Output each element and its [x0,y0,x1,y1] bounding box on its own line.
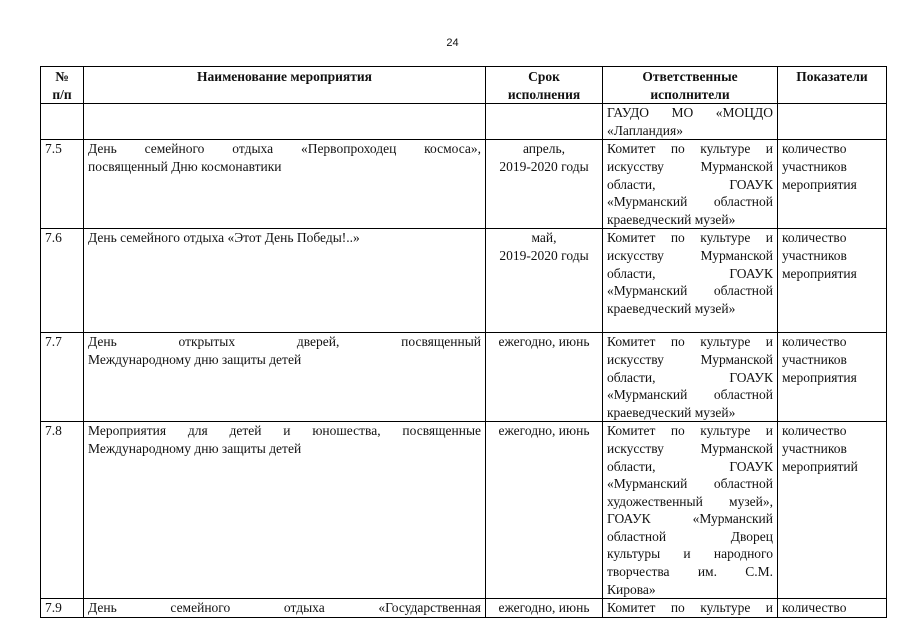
row-period [486,104,603,140]
header-num: № п/п [41,67,84,104]
row-name: День семейного отдыха «Государственная [84,599,486,618]
row-indicators: количество [778,599,887,618]
table-row [41,422,887,599]
row-period: ежегодно, июнь [486,422,603,599]
row-name: День открытых дверей, посвященный Международному дню защиты детей [84,333,486,422]
row-responsible: Комитет по культуре и искусству Мурманской области, ГОАУК «Мурманский областной краеведческий музей» [603,229,778,333]
row-responsible: Комитет по культуре и [603,599,778,618]
row-responsible: Комитет по культуре и искусству Мурманской области, ГОАУК «Мурманский областной краеведческий музей» [603,140,778,229]
row-period: апрель, 2019-2020 годы [486,140,603,229]
table-row [41,104,887,140]
row-responsible: Комитет по культуре и искусству Мурманской области, ГОАУК «Мурманский областной краеведческий музей» [603,333,778,422]
row-num: 7.9 [41,599,84,618]
row-name [84,104,486,140]
row-period: ежегодно, июнь [486,599,603,618]
row-name: День семейного отдыха «Этот День Победы!..» [84,229,486,333]
row-num: 7.6 [41,229,84,333]
row-name: Мероприятия для детей и юношества, посвященные Международному дню защиты детей [84,422,486,599]
header-indicators: Показатели [778,67,887,104]
row-responsible: Комитет по культуре и искусству Мурманской области, ГОАУК «Мурманский областной художественный музей», ГОАУК «Мурманский областной Дворец культуры и народного творчества им. С.М. Кирова» [603,422,778,599]
row-indicators: количество участников мероприятий [778,422,887,599]
row-indicators [778,104,887,140]
row-num: 7.7 [41,333,84,422]
row-indicators: количество участников мероприятия [778,140,887,229]
row-period: май, 2019-2020 годы [486,229,603,333]
header-responsible: Ответственные исполнители [603,67,778,104]
row-num: 7.5 [41,140,84,229]
row-indicators: количество участников мероприятия [778,229,887,333]
table-row [41,229,887,333]
row-responsible: ГАУДО МО «МОЦДО «Лапландия» [603,104,778,140]
row-name: День семейного отдыха «Первопроходец космоса», посвященный Дню космонавтики [84,140,486,229]
row-indicators: количество участников мероприятия [778,333,887,422]
table-row [41,140,887,229]
table-row [41,599,887,618]
page-number: 24 [446,37,459,49]
row-period: ежегодно, июнь [486,333,603,422]
header-name: Наименование мероприятия [84,67,486,104]
events-table [40,66,887,618]
row-num [41,104,84,140]
table-row [41,333,887,422]
header-period: Срок исполнения [486,67,603,104]
row-num: 7.8 [41,422,84,599]
table-header-row [41,67,887,104]
